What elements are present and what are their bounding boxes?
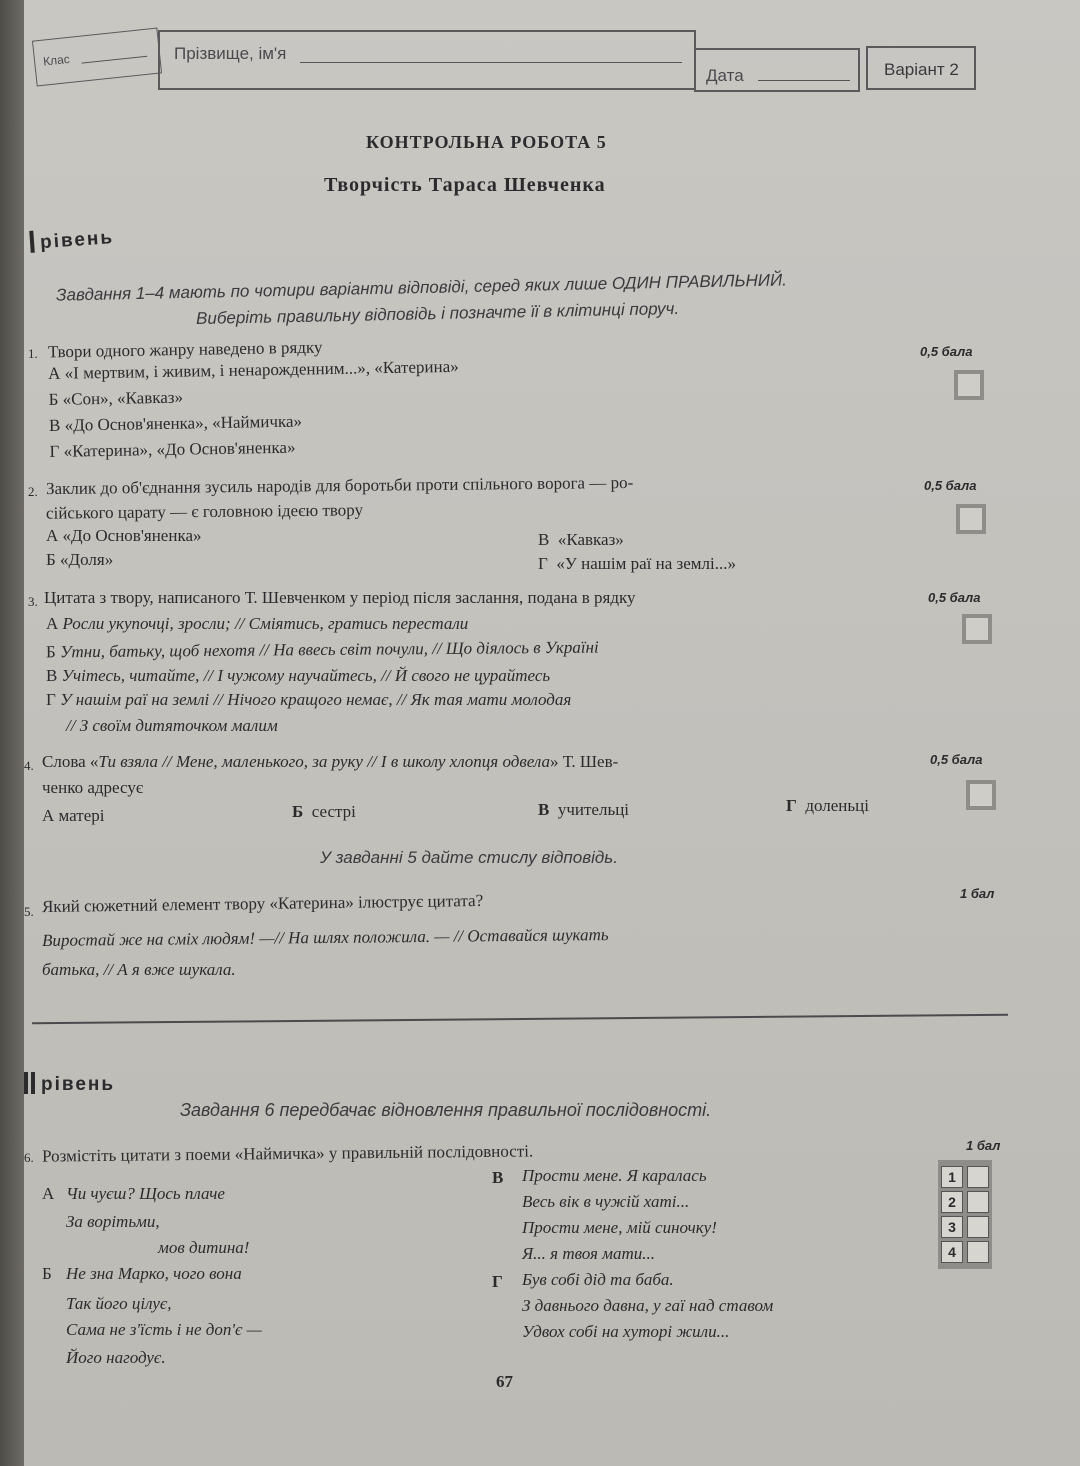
q2-option-g: [538, 554, 736, 574]
option-letter: Г: [46, 690, 56, 709]
grid-number: 2: [941, 1191, 963, 1213]
option-letter: А: [46, 614, 59, 633]
option-text: учительці: [557, 800, 630, 819]
variant-label: Варіант 2: [884, 60, 959, 79]
q2-number: 2.: [28, 484, 38, 499]
grid-answer-cell[interactable]: [967, 1216, 989, 1238]
q5-quote-line-1: Виростай же на сміх людям! —// На шлях положила. — // Оставайся шукать: [41, 925, 609, 950]
q6-answer-grid: [938, 1160, 992, 1269]
name-label: Прізвище, ім'я: [174, 44, 287, 63]
q6-number: 6.: [24, 1150, 34, 1165]
q3-text: Цитата з твору, написаного Т. Шевченком у період після заслання, подана в рядку: [44, 588, 636, 607]
q3-number: 3.: [28, 594, 38, 609]
q6-option-b-line-1: Не зна Марко, чого вона: [66, 1264, 242, 1283]
q5-score: 1 бал: [960, 886, 995, 901]
option-text: «До Основ'яненка»: [62, 526, 202, 545]
q4-answer-box[interactable]: [966, 780, 996, 810]
grid-row: [941, 1216, 989, 1238]
q3-option-v: [46, 666, 550, 686]
option-letter: В: [46, 666, 58, 685]
q4-score: 0,5 бала: [930, 752, 983, 767]
grid-answer-cell[interactable]: [967, 1166, 989, 1188]
q6-option-a-line-2: За ворітьми,: [66, 1212, 160, 1231]
q5-quote-line-2: батька, // А я вже шукала.: [42, 960, 236, 979]
grid-answer-cell[interactable]: [967, 1241, 989, 1263]
option-letter: Б: [45, 642, 56, 662]
q3-option-b: [46, 638, 599, 663]
grid-row: [941, 1166, 989, 1188]
grid-number: 3: [941, 1216, 963, 1238]
option-letter: А: [48, 363, 61, 383]
q6-option-g-line-1: Був собі дід та баба.: [522, 1270, 674, 1289]
q6-option-b-line-4: Його нагодує.: [66, 1348, 166, 1367]
level-1-instruction-line-2: Виберіть правильну відповідь і позначте її в клітинці поруч.: [195, 298, 680, 329]
q6-option-b-line-3: Сама не з'їсть і не доп'є —: [66, 1320, 262, 1339]
page-subtitle: Творчість Тараса Шевченка: [324, 174, 606, 196]
date-input-line[interactable]: [758, 80, 850, 81]
option-text: доленьці: [805, 796, 869, 815]
q4-text: [42, 752, 618, 772]
name-field-box: [158, 30, 696, 90]
q4-option-a: [42, 806, 104, 826]
q2-text-line-2: сійського царату — є головною ідеєю твору: [45, 500, 364, 523]
q2-text-line-1: Заклик до об'єднання зусиль народів для боротьби проти спільного ворога — ро-: [45, 472, 634, 499]
option-letter: Г: [538, 554, 548, 573]
option-text: матері: [58, 806, 105, 825]
class-field-box: [32, 28, 162, 87]
option-letter: Г: [786, 796, 797, 815]
option-letter: Г: [49, 441, 60, 461]
level-1-label: рівень: [39, 227, 115, 254]
date-label: Дата: [706, 66, 744, 85]
level-1-instruction-line-1: Завдання 1–4 мають по чотири варіанти відповіді, серед яких лише ОДИН ПРАВИЛЬНИЙ.: [55, 270, 788, 305]
q3-option-g-continuation: // З своїм дитяточком малим: [66, 716, 278, 735]
q6-option-a-line-1: Чи чуєш? Щось плаче: [66, 1184, 225, 1203]
option-letter: А: [46, 526, 59, 545]
q3-option-a: [46, 614, 468, 634]
q4-text-prefix: Слова «: [42, 752, 99, 771]
q4-quote: Ти взяла // Мене, маленького, за руку // І в школу хлопця одвела: [98, 752, 550, 771]
q2-option-a: [46, 526, 202, 546]
option-letter: Б: [46, 550, 56, 569]
level-2-instruction: Завдання 6 передбачає відновлення правильної послідовності.: [180, 1100, 712, 1120]
q2-option-b: [46, 550, 113, 570]
option-text: Учітесь, читайте, // І чужому научайтесь, // Й свого не цурайтесь: [61, 666, 551, 685]
q2-score: 0,5 бала: [924, 478, 977, 493]
q6-option-v-line-4: Я... я твоя мати...: [522, 1244, 656, 1263]
q6-option-g-line-2: З давнього давна, у гаї над ставом: [522, 1296, 774, 1315]
q4-option-g: [786, 796, 869, 816]
q6-option-v-line-1: Прости мене. Я каралась: [522, 1166, 707, 1185]
level-2-heading: [24, 1072, 115, 1096]
worksheet-page: [24, 0, 1080, 1466]
name-input-line[interactable]: [300, 62, 682, 63]
q3-score: 0,5 бала: [928, 590, 981, 605]
q4-option-b: [292, 802, 356, 822]
variant-box: [866, 46, 976, 90]
grid-row: [941, 1191, 989, 1213]
level-1-heading: [29, 225, 115, 255]
option-text: У нашім раї на землі // Нічого кращого немає, // Як тая мати молодая: [60, 690, 572, 709]
option-text: «До Основ'яненка», «Наймичка»: [64, 411, 303, 435]
q4-number: 4.: [24, 758, 34, 773]
option-text: сестрі: [311, 802, 356, 821]
level-bar-icon: [29, 231, 35, 253]
q1-answer-box[interactable]: [954, 370, 984, 400]
option-text: «І мертвим, і живим, і ненарожденним...», «Катерина»: [64, 356, 459, 383]
class-input-line[interactable]: [82, 56, 148, 64]
section-divider: [32, 1014, 1008, 1025]
page-title: КОНТРОЛЬНА РОБОТА 5: [366, 132, 607, 152]
q1-number: 1.: [28, 346, 38, 361]
q6-score: 1 бал: [966, 1138, 1001, 1153]
q1-text: Твори одного жанру наведено в рядку: [47, 337, 323, 362]
option-text: Утни, батьку, щоб нехотя // На ввесь світ почули, // Що діялось в Україні: [59, 637, 599, 662]
q6-option-a-letter: А: [42, 1184, 55, 1203]
grid-row: [941, 1241, 989, 1263]
q6-option-v-line-3: Прости мене, мій синочку!: [522, 1218, 717, 1237]
grid-number: 4: [941, 1241, 963, 1263]
q6-option-g-letter: Г: [492, 1272, 503, 1291]
option-text: Росли укупочці, зросли; // Сміятись, гратись перестали: [62, 614, 469, 633]
q6-text: Розмістіть цитати з поеми «Наймичка» у правильній послідовності.: [41, 1141, 534, 1166]
grid-number: 1: [941, 1166, 963, 1188]
option-letter: В: [48, 415, 61, 435]
task-5-instruction: У завданні 5 дайте стислу відповідь.: [320, 848, 618, 867]
q6-option-a-line-3: мов дитина!: [158, 1238, 250, 1257]
q6-option-b-line-2: Так його цілує,: [66, 1294, 172, 1313]
option-letter: А: [42, 806, 55, 825]
q5-number: 5.: [24, 904, 34, 919]
q6-option-v-letter: В: [492, 1168, 504, 1187]
q6-option-b-letter: Б: [42, 1264, 52, 1283]
level-2-label: рівень: [41, 1074, 116, 1095]
page-number: 67: [496, 1372, 513, 1391]
grid-answer-cell[interactable]: [967, 1191, 989, 1213]
level-bar-icon: [31, 1072, 35, 1094]
option-letter: В: [538, 800, 550, 819]
q6-option-g-line-3: Удвох собі на хуторі жили...: [522, 1322, 730, 1341]
q2-answer-box[interactable]: [956, 504, 986, 534]
q3-answer-box[interactable]: [962, 614, 992, 644]
level-bar-icon: [24, 1072, 28, 1094]
q4-option-v: [538, 800, 629, 820]
q2-option-v: [538, 530, 624, 550]
option-text: «Кавказ»: [557, 530, 624, 549]
option-text: «Сон», «Кавказ»: [62, 387, 184, 409]
option-letter: В: [538, 530, 550, 549]
q5-text: Який сюжетний елемент твору «Катерина» ілюструє цитата?: [41, 890, 484, 917]
q6-option-v-line-2: Весь вік в чужій хаті...: [522, 1192, 690, 1211]
date-field-box: [694, 48, 860, 92]
q3-option-g: [46, 690, 571, 710]
option-letter: Б: [292, 802, 304, 821]
option-text: «Доля»: [60, 550, 114, 569]
q4-text-suffix: » Т. Шев-: [549, 752, 619, 771]
q1-score: 0,5 бала: [920, 344, 973, 359]
q1-options: [48, 357, 460, 468]
option-letter: Б: [48, 389, 59, 409]
q4-text-line-2: ченко адресує: [42, 778, 144, 797]
option-text: «Катерина», «До Основ'яненка»: [63, 437, 296, 461]
class-label: Клас: [42, 51, 71, 69]
option-text: «У нашім раї на землі...»: [556, 554, 736, 573]
